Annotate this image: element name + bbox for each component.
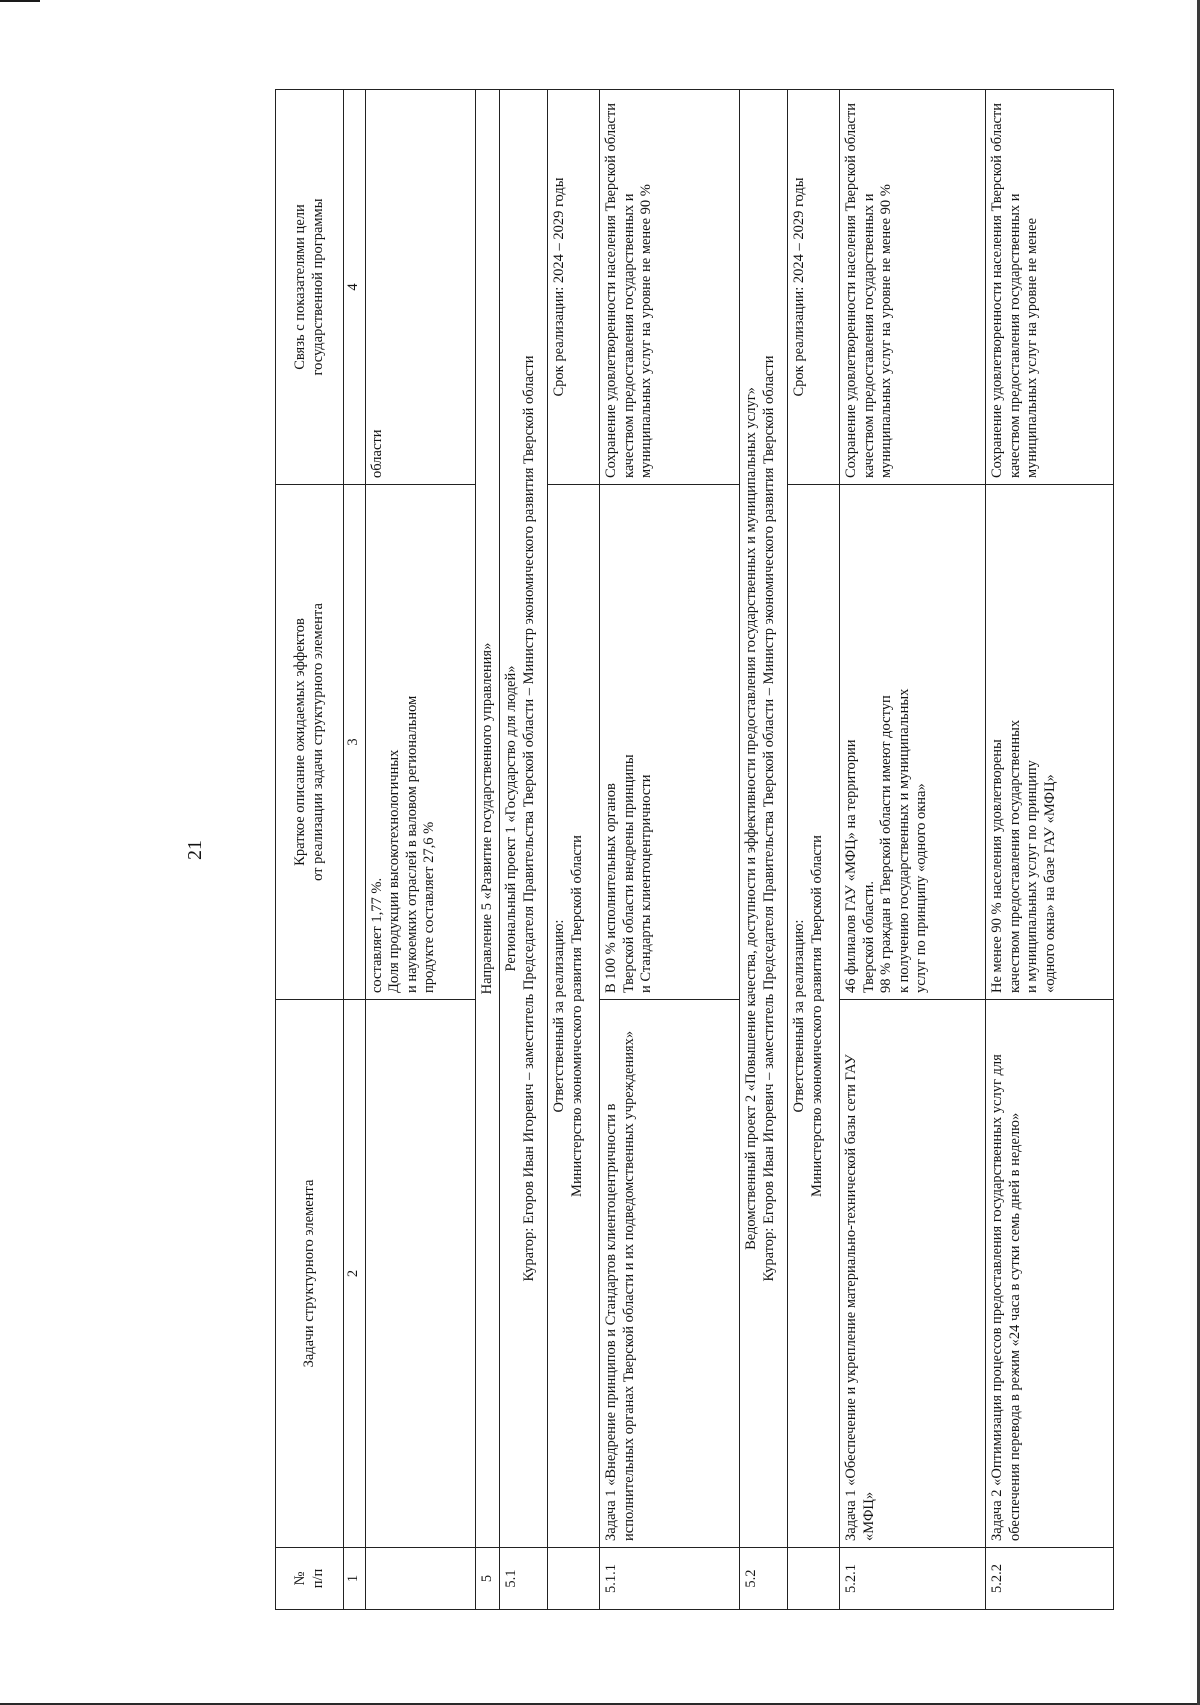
index-cell-2: 2 [344,1000,366,1548]
project-5-2-num: 5.2 [740,1548,788,1610]
project-5-2-responsible-row [788,90,840,1610]
project-5-1-responsible-row [548,90,600,1610]
project-5-1-row [500,90,548,1610]
task-5-2-1-effect: 46 филиалов ГАУ «МФЦ» на территории Тверской области. 98 % граждан в Тверской области имеют доступ к получению государственных и муниципальных услуг по принципу «одного окна» [840,485,986,1000]
index-cell-4: 4 [344,90,366,485]
task-5-1-1-text: Задача 1 «Внедрение принципов и Стандартов клиентоцентричности в исполнительных органах Тверской области и их подведомственных учреждениях» [600,1000,740,1548]
task-5-2-1-row [840,90,986,1610]
direction-5-row [476,90,500,1610]
project-5-1-num: 5.1 [500,1548,548,1610]
scan-edge-top [0,0,40,2]
task-5-2-2-link: Сохранение удовлетворенности населения Тверской области качеством предоставления государственных и муниципальных услуг на уровне не менее [986,90,1114,485]
table-header-row [276,90,344,1610]
rotated-document-page [180,90,1070,1610]
index-row [344,90,366,1610]
project-5-2-blank [788,1548,840,1610]
header-link: Связь с показателями цели государственной программы [276,90,344,485]
header-num: № п/п [276,1548,344,1610]
project-5-2-title: Ведомственный проект 2 «Повышение качества, доступности и эффективности предоставления государственных и муниципальных услуг» Куратор: Егоров Иван Игоревич – заместитель Председателя Правительства Тверской области – Министр экономического развития Тверской области [740,90,788,1548]
continuation-task [366,1000,476,1548]
task-5-1-1-link: Сохранение удовлетворенности населения Тверской области качеством предоставления государственных и муниципальных услуг на уровне не менее 90 % [600,90,740,485]
task-5-1-1-row [600,90,740,1610]
task-5-1-1-effect: В 100 % исполнительных органов Тверской области внедрены принципы и Стандарты клиентоцентричности [600,485,740,1000]
page-number: 21 [184,840,206,860]
task-5-1-1-num: 5.1.1 [600,1548,740,1610]
task-5-2-2-effect: Не менее 90 % населения удовлетворены качеством предоставления государственных и муниципальных услуг по принципу «одного окна» на базе ГАУ «МФЦ» [986,485,1114,1000]
project-5-1-blank [548,1548,600,1610]
index-cell-1: 1 [344,1548,366,1610]
header-tasks: Задачи структурного элемента [276,1000,344,1548]
project-5-1-title: Региональный проект 1 «Государство для людей» Куратор: Егоров Иван Игоревич – заместитель Председателя Правительства Тверской области – Министр экономического развития Тверской области [500,90,548,1548]
continuation-num [366,1548,476,1610]
project-5-2-row [740,90,788,1610]
project-5-2-term: Срок реализации: 2024 – 2029 годы [788,90,840,485]
continuation-row [366,90,476,1610]
task-5-2-1-text: Задача 1 «Обеспечение и укрепление материально-технической базы сети ГАУ «МФЦ» [840,1000,986,1548]
task-5-2-1-link: Сохранение удовлетворенности населения Тверской области качеством предоставления государственных и муниципальных услуг на уровне не менее 90 % [840,90,986,485]
structural-elements-table [275,89,1114,1610]
direction-5-title: Направление 5 «Развитие государственного управления» [476,90,500,1548]
index-cell-3: 3 [344,485,366,1000]
task-5-2-1-num: 5.2.1 [840,1548,986,1610]
continuation-effect: составляет 1,77 %. Доля продукции высокотехнологичных и наукоемких отраслей в валовом региональном продукте составляет 27,6 % [366,485,476,1000]
project-5-1-responsible: Ответственный за реализацию: Министерство экономического развития Тверской области [548,485,600,1548]
task-5-2-2-row [986,90,1114,1610]
task-5-2-2-text: Задача 2 «Оптимизация процессов предоставления государственных услуг для обеспечения перевода в режим «24 часа в сутки семь дней в неделю» [986,1000,1114,1548]
continuation-link: области [366,90,476,485]
header-effects: Краткое описание ожидаемых эффектов от реализации задачи структурного элемента [276,485,344,1000]
direction-5-num: 5 [476,1548,500,1610]
project-5-2-responsible: Ответственный за реализацию: Министерство экономического развития Тверской области [788,485,840,1548]
task-5-2-2-num: 5.2.2 [986,1548,1114,1610]
project-5-1-term: Срок реализации: 2024 – 2029 годы [548,90,600,485]
